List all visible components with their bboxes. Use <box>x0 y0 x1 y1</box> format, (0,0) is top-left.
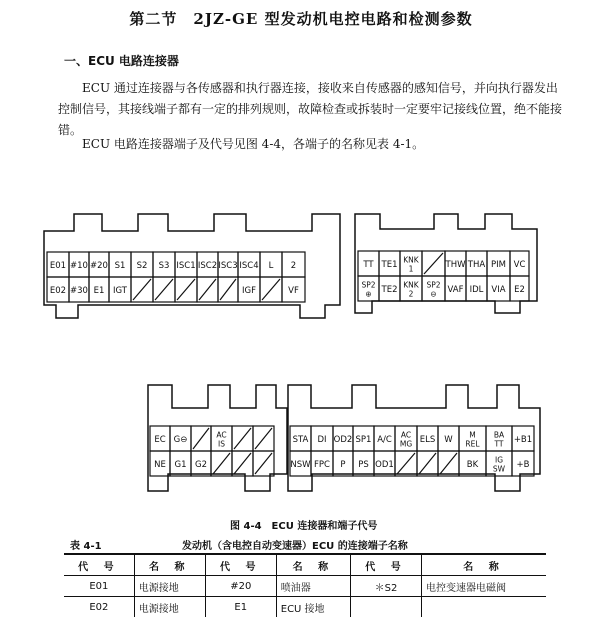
terminal-thw <box>445 251 467 276</box>
svg-text:ISC4: ISC4 <box>239 261 258 271</box>
header-name: 名 称 <box>276 554 350 576</box>
svg-text:G⊖: G⊖ <box>174 435 188 445</box>
terminal-empty <box>417 451 438 476</box>
cell-code: E02 <box>64 597 134 617</box>
terminal-empty <box>438 451 459 476</box>
cell-code: E1 <box>205 597 276 617</box>
terminal-+b <box>512 451 534 476</box>
cell-name: 电源接地 <box>134 597 205 617</box>
svg-text:ISC1: ISC1 <box>176 261 195 271</box>
terminal-e2 <box>510 276 529 301</box>
svg-text:P: P <box>340 460 345 470</box>
terminal-idl <box>466 276 487 301</box>
terminal-empty <box>211 451 232 476</box>
terminal-nsw <box>290 451 311 476</box>
svg-text:M: M <box>469 431 475 440</box>
table-label: 表 4-1 <box>70 537 102 552</box>
svg-text:BK: BK <box>467 460 479 470</box>
terminal-empty <box>197 277 218 302</box>
terminal-od2 <box>333 426 353 451</box>
terminal-empty <box>191 426 211 451</box>
terminal-w <box>438 426 459 451</box>
terminal-#20 <box>89 252 109 277</box>
svg-text:PIM: PIM <box>491 260 506 270</box>
svg-text:L: L <box>269 261 274 271</box>
svg-text:ELS: ELS <box>420 435 436 445</box>
svg-text:KNK: KNK <box>403 256 420 265</box>
svg-text:SP2: SP2 <box>426 281 440 290</box>
svg-text:G1: G1 <box>175 460 187 470</box>
svg-text:AC: AC <box>216 431 226 440</box>
svg-text:SP2: SP2 <box>361 281 375 290</box>
svg-text:#20: #20 <box>90 261 108 271</box>
terminal-tt <box>358 251 379 276</box>
terminal-tha <box>466 251 487 276</box>
terminal-igt <box>109 277 131 302</box>
terminal-a/c <box>374 426 395 451</box>
svg-text:EC: EC <box>154 435 165 445</box>
svg-text:#10: #10 <box>70 261 88 271</box>
svg-text:S2: S2 <box>137 261 148 271</box>
terminal-knk-2 <box>400 276 422 301</box>
header-name: 名 称 <box>134 554 205 576</box>
terminal-p <box>333 451 353 476</box>
svg-text:MG: MG <box>400 440 412 449</box>
terminal-sp2-⊖ <box>422 276 445 301</box>
page-title: 第二节 2JZ-GE 型发动机电控电路和检测参数 <box>0 8 602 29</box>
svg-text:TT: TT <box>493 440 503 449</box>
figure-caption: 图 4-4 ECU 连接器和端子代号 <box>230 517 377 532</box>
terminal-empty <box>218 277 238 302</box>
terminal-l <box>260 252 282 277</box>
terminal-2 <box>282 252 305 277</box>
terminal-table <box>64 553 546 617</box>
terminal-igf <box>238 277 260 302</box>
svg-text:E01: E01 <box>50 261 66 271</box>
svg-text:VAF: VAF <box>448 285 464 295</box>
terminal-ps <box>353 451 374 476</box>
terminal-g⊖ <box>170 426 191 451</box>
svg-text:E02: E02 <box>50 286 66 296</box>
cell-code: #20 <box>205 576 276 597</box>
terminal-e1 <box>89 277 109 302</box>
svg-text:IS: IS <box>218 440 225 449</box>
terminal-empty <box>253 426 274 451</box>
svg-text:⊕: ⊕ <box>365 290 371 299</box>
terminal-via <box>487 276 510 301</box>
terminal-te1 <box>379 251 400 276</box>
svg-text:S1: S1 <box>115 261 126 271</box>
svg-text:TT: TT <box>362 260 374 270</box>
svg-text:NSW: NSW <box>290 460 311 470</box>
terminal-od1 <box>374 451 395 476</box>
svg-text:THW: THW <box>445 260 467 270</box>
header-name: 名 称 <box>422 554 547 576</box>
cell-code <box>351 597 422 617</box>
svg-text:W: W <box>444 435 453 445</box>
svg-text:TE1: TE1 <box>381 260 398 270</box>
svg-text:OD2: OD2 <box>334 435 353 445</box>
svg-text:S3: S3 <box>159 261 170 271</box>
cell-name: 电源接地 <box>134 576 205 597</box>
svg-text:KNK: KNK <box>403 281 420 290</box>
terminal-vc <box>510 251 529 276</box>
terminal-m-rel <box>459 426 486 451</box>
svg-text:OD1: OD1 <box>375 460 394 470</box>
cell-code: ＊S2 <box>351 576 422 597</box>
terminal-te2 <box>379 276 400 301</box>
svg-text:SP1: SP1 <box>356 435 372 445</box>
terminal-ac-mg <box>395 426 417 451</box>
cell-name: ECU 接地 <box>276 597 350 617</box>
svg-text:FPC: FPC <box>314 460 330 470</box>
terminal-isc1 <box>175 252 197 277</box>
svg-text:IGF: IGF <box>242 286 256 296</box>
terminal-empty <box>395 451 417 476</box>
terminal-#10 <box>69 252 89 277</box>
terminal-di <box>311 426 333 451</box>
svg-text:+B1: +B1 <box>514 435 532 445</box>
terminal-ec <box>150 426 170 451</box>
terminal-vf <box>282 277 305 302</box>
terminal-empty <box>422 251 445 276</box>
svg-text:VC: VC <box>514 260 526 270</box>
svg-text:IG: IG <box>495 456 503 465</box>
terminal-ne <box>150 451 170 476</box>
svg-text:IDL: IDL <box>470 285 484 295</box>
header-code: 代 号 <box>351 554 422 576</box>
header-code: 代 号 <box>205 554 276 576</box>
svg-text:AC: AC <box>401 431 411 440</box>
svg-text:VF: VF <box>288 286 299 296</box>
terminal-empty <box>253 451 274 476</box>
terminal-ig-sw <box>486 451 512 476</box>
svg-text:⊖: ⊖ <box>430 290 436 299</box>
terminal-empty <box>131 277 153 302</box>
terminal-empty <box>232 451 253 476</box>
terminal-s3 <box>153 252 175 277</box>
terminal-isc3 <box>218 252 238 277</box>
svg-text:DI: DI <box>317 435 326 445</box>
terminal-isc2 <box>197 252 218 277</box>
terminal-pim <box>487 251 510 276</box>
cell-code: E01 <box>64 576 134 597</box>
terminal-sta <box>290 426 311 451</box>
svg-text:STA: STA <box>293 435 309 445</box>
svg-text:E1: E1 <box>94 286 105 296</box>
svg-text:REL: REL <box>465 440 480 449</box>
terminal-knk-1 <box>400 251 422 276</box>
svg-text:IGT: IGT <box>113 286 128 296</box>
terminal-empty <box>260 277 282 302</box>
terminal-empty <box>175 277 197 302</box>
terminal-empty <box>153 277 175 302</box>
svg-text:#30: #30 <box>70 286 88 296</box>
terminal-s1 <box>109 252 131 277</box>
terminal-fpc <box>311 451 333 476</box>
svg-text:1: 1 <box>409 265 414 274</box>
svg-text:2: 2 <box>409 290 414 299</box>
svg-text:PS: PS <box>358 460 369 470</box>
cell-name: 电控变速器电磁阀 <box>422 576 547 597</box>
terminal-e02 <box>47 277 69 302</box>
terminal-ac-is <box>211 426 232 451</box>
connector-cells <box>47 251 534 476</box>
table-row <box>64 576 546 597</box>
table-caption: 发动机（含电控自动变速器）ECU 的连接端子名称 <box>182 537 408 552</box>
terminal-vaf <box>445 276 466 301</box>
svg-text:G2: G2 <box>195 460 207 470</box>
terminal-ba-tt <box>486 426 512 451</box>
terminal-s2 <box>131 252 153 277</box>
terminal-els <box>417 426 438 451</box>
header-code: 代 号 <box>64 554 134 576</box>
terminal-e01 <box>47 252 69 277</box>
svg-text:TE2: TE2 <box>381 285 398 295</box>
terminal-bk <box>459 451 486 476</box>
svg-text:A/C: A/C <box>377 435 392 445</box>
svg-text:ISC2: ISC2 <box>198 261 217 271</box>
svg-text:BA: BA <box>494 431 505 440</box>
svg-text:E2: E2 <box>514 285 525 295</box>
svg-text:THA: THA <box>467 260 486 270</box>
terminal-sp2-⊕ <box>358 276 379 301</box>
terminal-isc4 <box>238 252 260 277</box>
cell-name: 喷油器 <box>276 576 350 597</box>
terminal-g1 <box>170 451 191 476</box>
cell-name <box>422 597 547 617</box>
svg-text:ISC3: ISC3 <box>218 261 237 271</box>
svg-text:SW: SW <box>493 465 506 474</box>
svg-text:2: 2 <box>291 261 296 271</box>
svg-text:VIA: VIA <box>491 285 505 295</box>
terminal-empty <box>232 426 253 451</box>
svg-text:NE: NE <box>154 460 166 470</box>
terminal-sp1 <box>353 426 374 451</box>
table-row <box>64 597 546 617</box>
paragraph-2: ECU 电路连接器端子及代号见图 4-4，各端子的名称见表 4-1。 <box>58 134 562 155</box>
svg-text:+B: +B <box>517 460 530 470</box>
paragraph-1: ECU 通过连接器与各传感器和执行器连接，接收来自传感器的感知信号，并向执行器发出控制信号，其接线端子都有一定的排列规则，故障检查或拆装时一定要牢记接线位置，绝不能接错。 <box>58 78 562 141</box>
section-heading: 一、ECU 电路连接器 <box>64 52 179 69</box>
terminal-#30 <box>69 277 89 302</box>
terminal-+b1 <box>512 426 534 451</box>
terminal-g2 <box>191 451 211 476</box>
